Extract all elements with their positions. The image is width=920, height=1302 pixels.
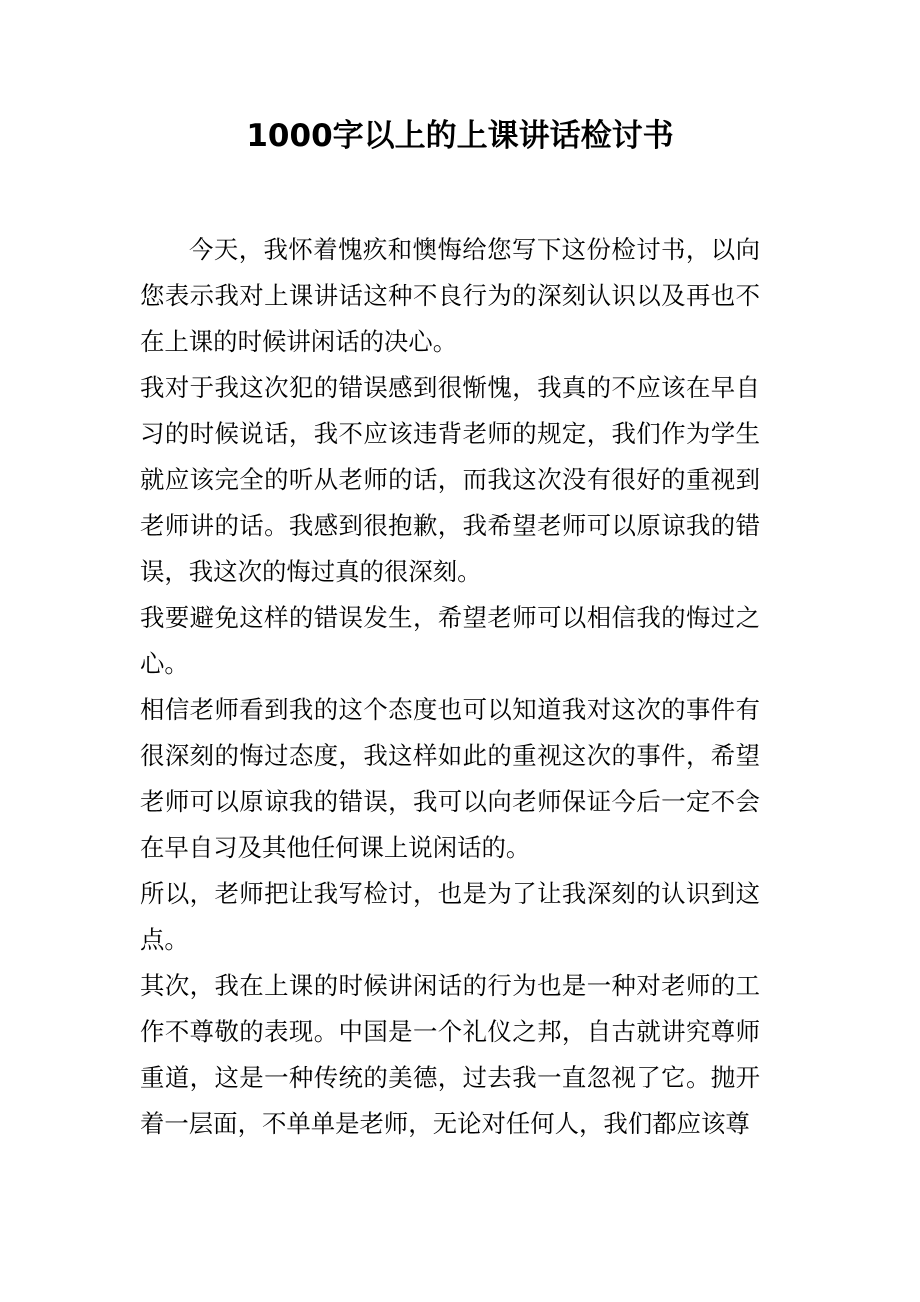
paragraph-avoid-mistake: 我要避免这样的错误发生，希望老师可以相信我的悔过之心。	[140, 603, 760, 678]
document-title: 1000字以上的上课讲话检讨书	[246, 118, 674, 154]
paragraph-reason: 所以，老师把让我写检讨，也是为了让我深刻的认识到这点。	[140, 879, 760, 954]
paragraph-respect: 其次，我在上课的时候讲闲话的行为也是一种对老师的工作不尊敬的表现。中国是一个礼仪之邦，自古就讲究尊师重道，这是一种传统的美德，过去我一直忽视了它。抛开着一层面，不单单是老师，无论对任何人，我们都应该尊	[140, 971, 760, 1138]
document-body	[140, 227, 760, 1147]
paragraph-intro: 今天，我怀着愧疚和懊悔给您写下这份检讨书，以向您表示我对上课讲话这种不良行为的深刻认识以及再也不在上课的时候讲闲话的决心。	[140, 235, 760, 356]
paragraph-apology: 我对于我这次犯的错误感到很惭愧，我真的不应该在早自习的时候说话，我不应该违背老师的规定，我们作为学生就应该完全的听从老师的话，而我这次没有很好的重视到老师讲的话。我感到很抱歉，我希望老师可以原谅我的错误，我这次的悔过真的很深刻。	[140, 373, 760, 586]
paragraph-promise: 相信老师看到我的这个态度也可以知道我对这次的事件有很深刻的悔过态度，我这样如此的重视这次的事件，希望老师可以原谅我的错误，我可以向老师保证今后一定不会在早自习及其他任何课上说闲话的。	[140, 695, 760, 862]
